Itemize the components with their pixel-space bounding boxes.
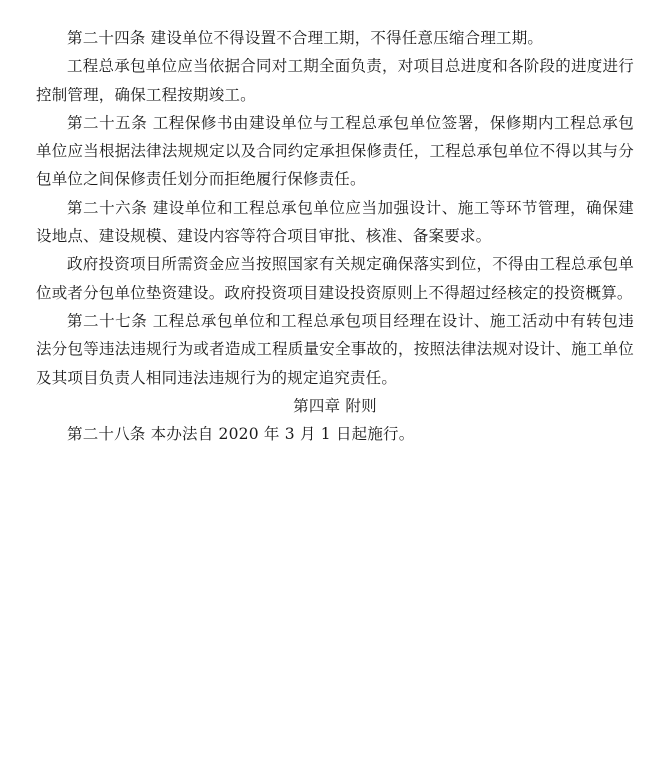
article-27: 第二十七条 工程总承包单位和工程总承包项目经理在设计、施工活动中有转包违法分包等违法违规行为或者造成工程质量安全事故的，按照法律法规对设计、施工单位及其项目负责人相同违法违规行为的规定追究责任。 [36, 311, 634, 387]
article-26: 第二十六条 建设单位和工程总承包单位应当加强设计、施工等环节管理，确保建设地点、建设规模、建设内容等符合项目审批、核准、备案要求。 [36, 198, 634, 246]
article-24-paragraph-2: 工程总承包单位应当依据合同对工期全面负责，对项目总进度和各阶段的进度进行控制管理，确保工程按期竣工。 [36, 57, 634, 104]
article-24: 第二十四条 建设单位不得设置不合理工期，不得任意压缩合理工期。 [67, 29, 544, 47]
article-26-paragraph-2: 政府投资项目所需资金应当按照国家有关规定确保落实到位，不得由工程总承包单位或者分包单位垫资建设。政府投资项目建设投资原则上不得超过经核定的投资概算。 [36, 255, 634, 302]
chapter-heading: 第四章 附则 [293, 396, 377, 415]
article-28: 第二十八条 本办法自 2020 年 3 月 1 日起施行。 [67, 425, 415, 444]
article-25: 第二十五条 工程保修书由建设单位与工程总承包单位签署，保修期内工程总承包单位应当根据法律法规规定以及合同约定承担保修责任，工程总承包单位不得以其与分包单位之间保修责任划分而拒绝履行保修责任。 [36, 113, 634, 189]
